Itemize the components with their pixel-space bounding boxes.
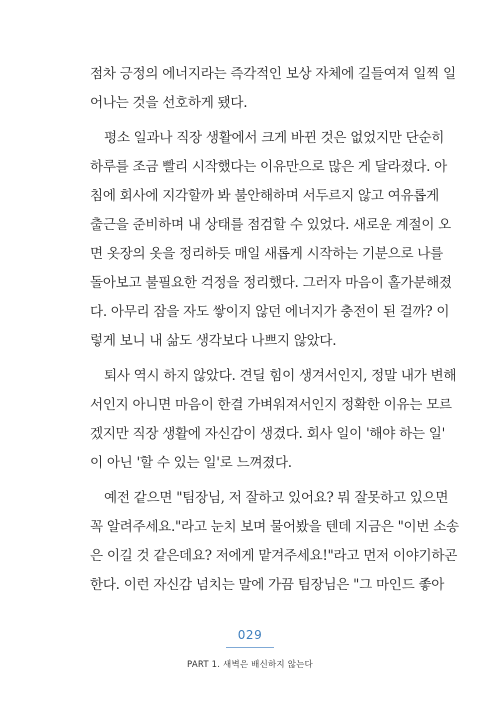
body-text	[90, 60, 459, 606]
paragraph	[90, 124, 452, 356]
text-line: 출근을 준비하며 내 상태를 점검할 수 있었다. 새로운 계절이 오	[90, 217, 451, 233]
text-line: 이 아닌 '할 수 있는 일'로 느껴졌다.	[90, 455, 292, 471]
text-line: 한다. 이런 자신감 넘치는 말에 가끔 팀장님은 "그 마인드 좋아	[90, 577, 445, 593]
text-line: 예전 같으면 "팀장님, 저 잘하고 있어요? 뭐 잘못하고 있으면	[104, 490, 449, 506]
text-line: 꼭 알려주세요."라고 눈치 보며 물어봤을 텐데 지금은 "이번 소송	[90, 519, 459, 535]
text-line: 서인지 아니면 마음이 한결 가벼워져서인지 정확한 이유는 모르	[90, 397, 452, 413]
footer-divider	[226, 647, 274, 648]
text-line: 렇게 보니 내 삶도 생각보다 나쁘지 않았다.	[90, 333, 337, 349]
paragraph	[90, 484, 459, 600]
text-line: 겠지만 직장 생활에 자신감이 생겼다. 회사 일이 '해야 하는 일'	[90, 426, 446, 442]
text-line: 하루를 조금 빨리 시작했다는 이유만으로 많은 게 달라졌다. 아	[90, 159, 447, 175]
text-line: 점차 긍정의 에너지라는 즉각적인 보상 자체에 길들여져 일찍 일	[90, 66, 456, 82]
text-line: 돌아보고 불필요한 걱정을 정리했다. 그러자 마음이 홀가분해졌	[90, 275, 452, 291]
text-line: 다. 아무리 잠을 자도 쌓이지 않던 에너지가 충전이 된 걸까? 이	[90, 304, 450, 320]
text-line: 침에 회사에 지각할까 봐 불안해하며 서두르지 않고 여유롭게	[90, 188, 439, 204]
running-footer-title: PART 1. 새벽은 배신하지 않는다	[187, 660, 313, 670]
text-line: 평소 일과나 직장 생활에서 크게 바뀐 것은 없었지만 단순히	[104, 130, 445, 146]
text-line: 퇴사 역시 하지 않았다. 견딜 힘이 생겨서인지, 정말 내가 변해	[104, 368, 457, 384]
paragraph	[90, 362, 457, 478]
page-number: 029	[237, 628, 263, 642]
text-line: 어나는 것을 선호하게 됐다.	[90, 95, 248, 111]
text-line: 면 옷장의 옷을 정리하듯 매일 새롭게 시작하는 기분으로 나를	[90, 246, 443, 262]
text-line: 은 이길 것 같은데요? 저에게 맡겨주세요!"라고 먼저 이야기하곤	[90, 548, 458, 564]
paragraph	[90, 60, 456, 118]
